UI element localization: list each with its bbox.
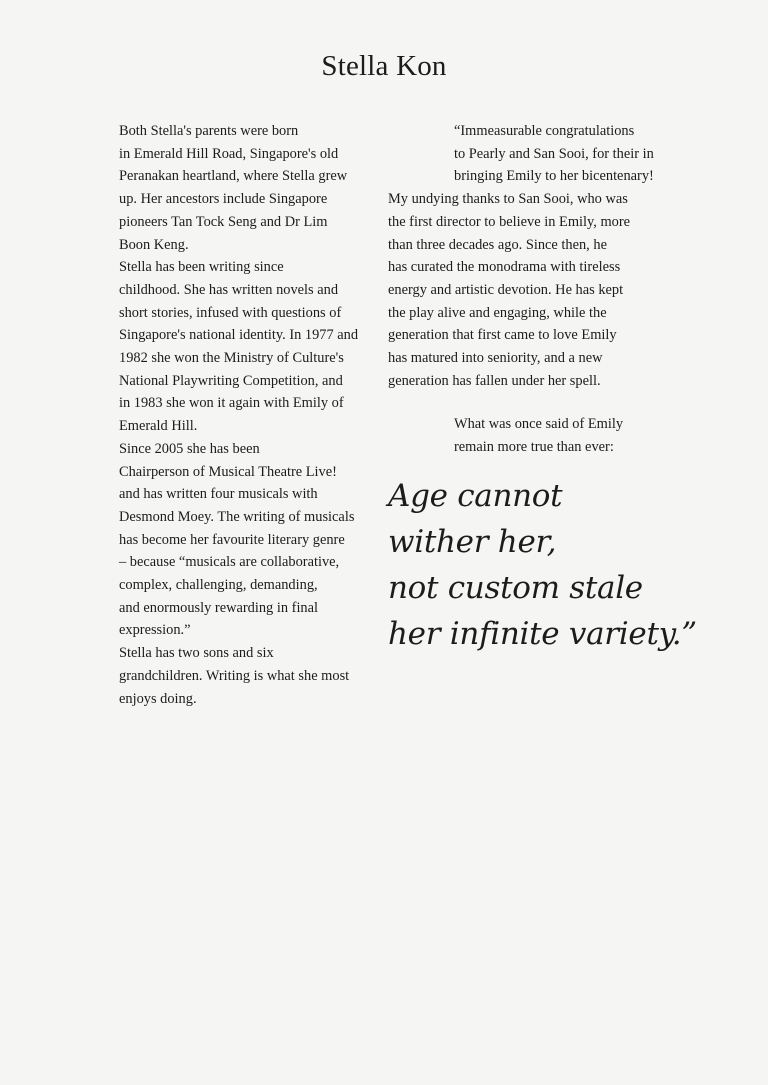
text-line: Stella has two sons and six <box>119 645 274 662</box>
quote-line: wither her, <box>388 523 557 560</box>
biography-column <box>53 120 357 710</box>
text-line: “Immeasurable congratulations <box>454 123 635 139</box>
text-line: than three decades ago. Since then, he <box>388 236 607 253</box>
text-line: the first director to believe in Emily, more <box>388 213 631 230</box>
message-paragraph-congratulations <box>388 120 710 188</box>
shakespeare-quote <box>388 473 710 657</box>
text-line: the play alive and engaging, while the <box>388 304 607 321</box>
quote-line: her infinite variety.” <box>388 615 697 652</box>
bio-paragraph-parents <box>53 120 357 256</box>
text-line: energy and artistic devotion. He has kept <box>388 281 624 298</box>
text-line: Stella has been writing since <box>119 259 284 276</box>
text-line: grandchildren. Writing is what she most <box>119 667 350 684</box>
text-line: childhood. She has written novels and <box>119 281 339 298</box>
bio-paragraph-musicals <box>53 438 357 642</box>
text-line: Since 2005 she has been <box>119 440 260 457</box>
quote-line: not custom stale <box>388 569 643 606</box>
text-line: and has written four musicals with <box>119 486 318 503</box>
text-line: Singapore's national identity. In 1977 and <box>119 327 359 344</box>
text-line: has curated the monodrama with tireless <box>388 259 621 276</box>
text-line: pioneers Tan Tock Seng and Dr Lim <box>119 213 328 230</box>
text-line: generation has fallen under her spell. <box>388 372 601 389</box>
text-line: has matured into seniority, and a new <box>388 350 603 367</box>
text-line: What was once said of Emily <box>454 416 624 433</box>
text-line: National Playwriting Competition, and <box>119 372 343 389</box>
quote-line: Age cannot <box>388 477 563 514</box>
text-line: to Pearly and San Sooi, for their in <box>454 145 654 162</box>
text-line: has become her favourite literary genre <box>119 531 345 548</box>
text-line: in 1983 she won it again with Emily of <box>119 395 344 412</box>
text-line: 1982 she won the Ministry of Culture's <box>119 350 344 367</box>
text-line: expression.” <box>119 622 191 639</box>
bio-paragraph-writing <box>53 256 357 438</box>
text-line: My undying thanks to San Sooi, who was <box>388 191 628 208</box>
text-line: complex, challenging, demanding, <box>119 577 318 594</box>
message-column <box>388 120 710 657</box>
text-line: Peranakan heartland, where Stella grew <box>119 168 348 185</box>
message-paragraph-thanks <box>388 188 710 392</box>
text-line: Desmond Moey. The writing of musicals <box>119 508 355 525</box>
text-line: and enormously rewarding in final <box>119 599 319 616</box>
text-line: up. Her ancestors include Singapore <box>119 191 328 208</box>
text-line: remain more true than ever: <box>454 439 614 456</box>
text-line: Emerald Hill. <box>119 418 198 435</box>
text-line: Boon Keng. <box>119 236 189 253</box>
page-title: Stella Kon <box>321 50 447 82</box>
bio-paragraph-family <box>53 642 357 710</box>
message-paragraph-intro-quote <box>388 413 710 458</box>
text-line: in Emerald Hill Road, Singapore's old <box>119 145 339 162</box>
text-line: bringing Emily to her bicentenary! <box>454 168 654 185</box>
text-line: – because “musicals are collaborative, <box>119 554 340 571</box>
text-line: enjoys doing. <box>119 690 197 707</box>
text-line: short stories, infused with questions of <box>119 304 342 321</box>
text-line: Both Stella's parents were born <box>119 123 299 139</box>
text-line: Chairperson of Musical Theatre Live! <box>119 463 337 480</box>
text-line: generation that first came to love Emily <box>388 327 617 344</box>
